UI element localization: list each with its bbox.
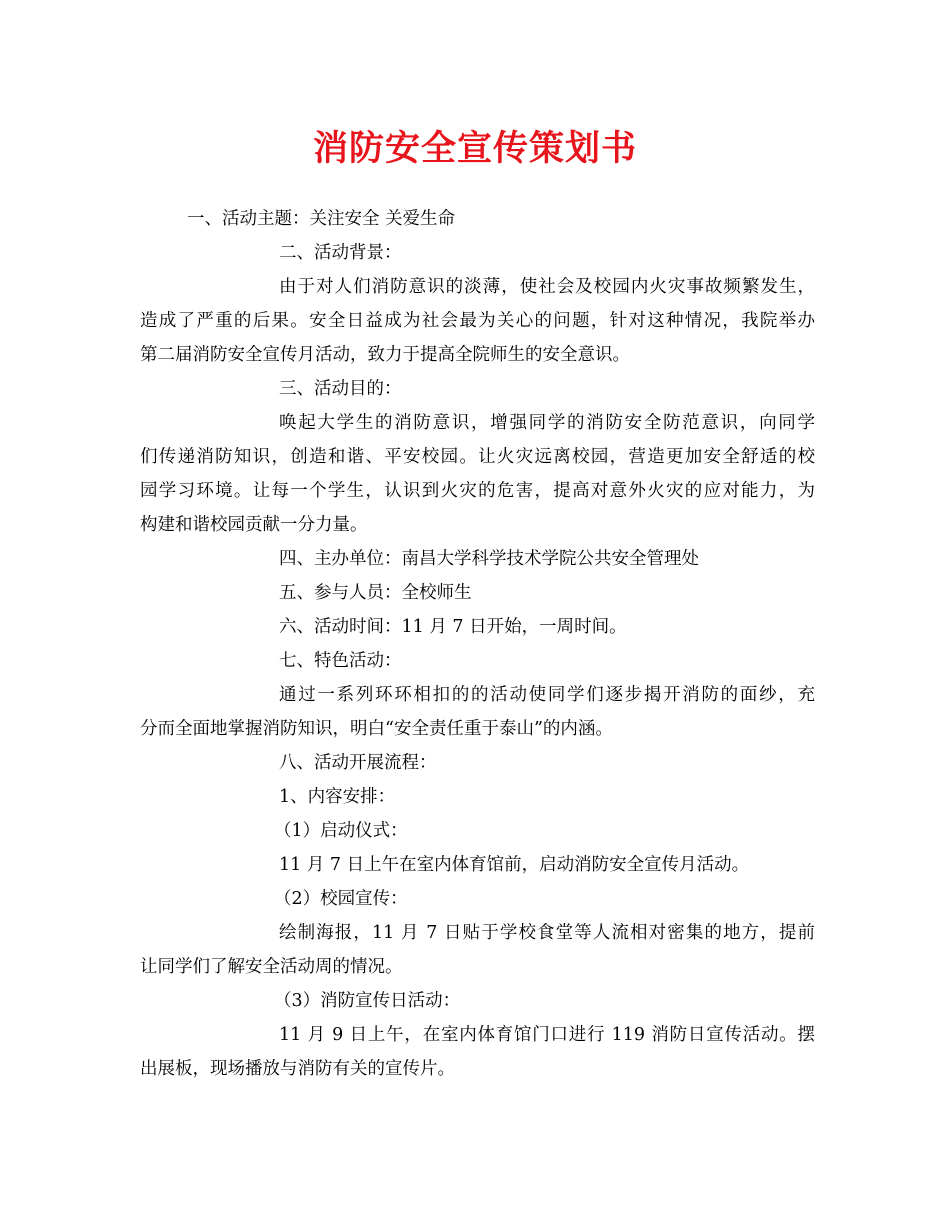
paragraph-line: 造成了严重的后果。安全日益成为社会最为关心的问题，针对这种情况，我院举办: [140, 311, 815, 331]
paragraph-line: 五、参与人员：全校师生: [279, 583, 472, 603]
paragraph-line: （1）启动仪式：: [274, 821, 408, 841]
paragraph-line: （3）消防宣传日活动：: [274, 991, 461, 1011]
paragraph-line: 六、活动时间：11 月 7 日开始，一周时间。: [279, 617, 627, 637]
paragraph-line: 三、活动目的：: [279, 379, 402, 399]
paragraph-line: 一、活动主题：关注安全 关爱生命: [187, 209, 456, 229]
paragraph-line: 园学习环境。让每一个学生，认识到火灾的危害，提高对意外火灾的应对能力，为: [140, 481, 815, 501]
paragraph-line: 绘制海报，11 月 7 日贴于学校食堂等人流相对密集的地方，提前: [279, 923, 815, 943]
paragraph-line: 八、活动开展流程：: [279, 753, 437, 773]
paragraph-line: 七、特色活动：: [279, 651, 402, 671]
paragraph-line: 们传递消防知识，创造和谐、平安校园。让火灾远离校园，营造更加安全舒适的校: [140, 447, 815, 467]
paragraph-line: 分而全面地掌握消防知识，明白“安全责任重于泰山”的内涵。: [140, 719, 613, 739]
paragraph-line: 1、内容安排：: [279, 787, 396, 807]
paragraph-line: 唤起大学生的消防意识，增强同学的消防安全防范意识，向同学: [279, 413, 815, 433]
paragraph-line: 出展板，现场播放与消防有关的宣传片。: [140, 1059, 455, 1079]
paragraph-line: 第二届消防安全宣传月活动，致力于提高全院师生的安全意识。: [140, 345, 630, 365]
paragraph-line: 通过一系列环环相扣的的活动使同学们逐步揭开消防的面纱，充: [279, 685, 815, 705]
paragraph-line: 11 月 9 日上午，在室内体育馆门口进行 119 消防日宣传活动。摆: [279, 1025, 815, 1045]
paragraph-line: （2）校园宣传：: [274, 889, 408, 909]
paragraph-line: 构建和谐校园贡献一分力量。: [140, 515, 368, 535]
paragraph-line: 让同学们了解安全活动周的情况。: [140, 957, 403, 977]
paragraph-line: 由于对人们消防意识的淡薄，使社会及校园内火灾事故频繁发生，: [279, 277, 815, 297]
paragraph-line: 11 月 7 日上午在室内体育馆前，启动消防安全宣传月活动。: [279, 855, 750, 875]
document-title: 消防安全宣传策划书: [312, 128, 637, 169]
paragraph-line: 二、活动背景：: [279, 243, 402, 263]
paragraph-line: 四、主办单位：南昌大学科学技术学院公共安全管理处: [279, 549, 699, 569]
document-body: [140, 202, 815, 1086]
